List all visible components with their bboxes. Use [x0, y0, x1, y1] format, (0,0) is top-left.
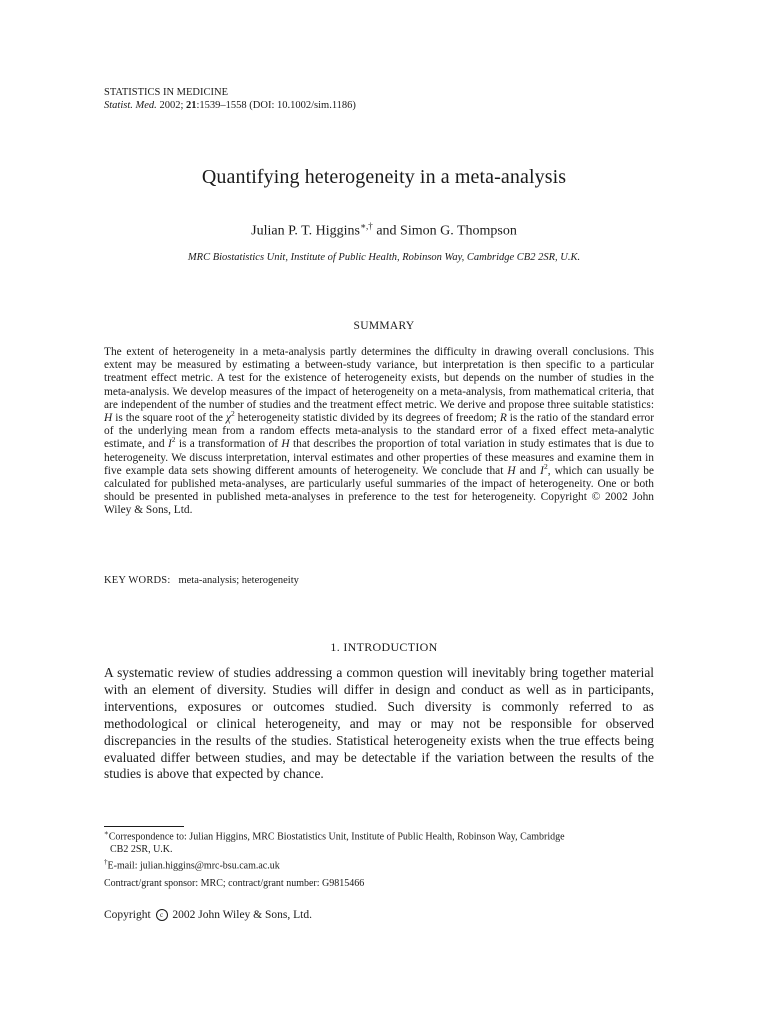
- journal-volume: 21: [185, 100, 197, 111]
- abstract-text: The extent of heterogeneity in a meta-analysis partly determines the difficulty in drawing overall conclusions. This extent may be measured by estimating a between-study variance, but interpretation is then specific to a particular treatment effect metric. A test for the existence of heterogeneity exists, but depends on the number of studies in the meta-analysis. We develop measures of the impact of heterogeneity on a meta-analysis, from mathematical criteria, that are independent of the number of studies and the treatment effect metric. We derive and propose three suitable statistics: H is the square root of the $\chi^2$ heterogeneity statistic divided by its degrees of freedom; R is the ratio of the standard error of the underlying mean from a random effects meta-analysis to the standard error of a fixed effect meta-analytic estimate, and $I^2$ is a transformation of H that describes the proportion of total variation in study estimates that is due to heterogeneity. We discuss interpretation, interval estimates and other properties of these measures and examine them in five example data sets showing different amounts of heterogeneity. We conclude that H and $I^2$, which can usually be calculated for published meta-analyses, are particularly useful summaries of the impact of heterogeneity. One or both should be presented in published meta-analyses in preference to the test for heterogeneity. Copyright © 2002 John Wiley & Sons, Ltd.: [104, 346, 654, 517]
- journal-pages: :1539–1558: [196, 100, 247, 111]
- keywords-label: KEY WORDS:: [104, 575, 171, 586]
- copyright-symbol: c: [156, 909, 168, 921]
- author-conjunction: and: [376, 223, 397, 239]
- introduction-paragraph: A systematic review of studies addressing a common question will inevitably bring together material with an element of diversity. Studies will differ in design and conduct as well as in participants, interventions, exposures or outcomes studied. Such diversity is commonly referred to as methodological or clinical heterogeneity, and may or may not be responsible for observed discrepancies in the results of the studies. Statistical heterogeneity exists when the true effects being evaluated differ between studies, and may be detectable if the variation between the results of the studies is above that expected by chance.: [104, 665, 654, 782]
- copyright-line: Copyright c 2002 John Wiley & Sons, Ltd.: [104, 909, 312, 921]
- author-2: Simon G. Thompson: [400, 223, 517, 239]
- affiliation: MRC Biostatistics Unit, Institute of Public Health, Robinson Way, Cambridge CB2 2SR, U.K.: [187, 252, 581, 263]
- paper-title: Quantifying heterogeneity in a meta-analysis: [201, 166, 567, 188]
- journal-name: STATISTICS IN MEDICINE: [104, 87, 228, 98]
- journal-year: 2002;: [159, 100, 184, 111]
- journal-abbrev-1: Statist.: [104, 100, 133, 111]
- journal-header: [104, 86, 356, 112]
- journal-doi: (DOI: 10.1002/sim.1186): [249, 100, 356, 111]
- keywords-value: meta-analysis; heterogeneity: [178, 575, 299, 586]
- author-list: [0, 221, 768, 240]
- footnote-correspondence: ∗Correspondence to: Julian Higgins, MRC Biostatistics Unit, Institute of Public Health, Robinson Way, Cambridge CB2 2SR, U.K.: [104, 829, 565, 855]
- keywords: [104, 575, 299, 586]
- journal-abbrev-2: Med.: [135, 100, 157, 111]
- grant-sponsor: Contract/grant sponsor: MRC; contract/grant number: G9815466: [104, 878, 365, 889]
- footnote-email: †E-mail: julian.higgins@mrc-bsu.cam.ac.uk: [104, 857, 280, 872]
- section-heading-introduction: 1. INTRODUCTION: [330, 640, 438, 654]
- author-1: Julian P. T. Higgins: [251, 223, 360, 239]
- journal-citation: [104, 99, 356, 112]
- footnotes: [104, 827, 656, 872]
- summary-heading: SUMMARY: [353, 320, 415, 332]
- author-1-marks: ∗,†: [359, 221, 373, 231]
